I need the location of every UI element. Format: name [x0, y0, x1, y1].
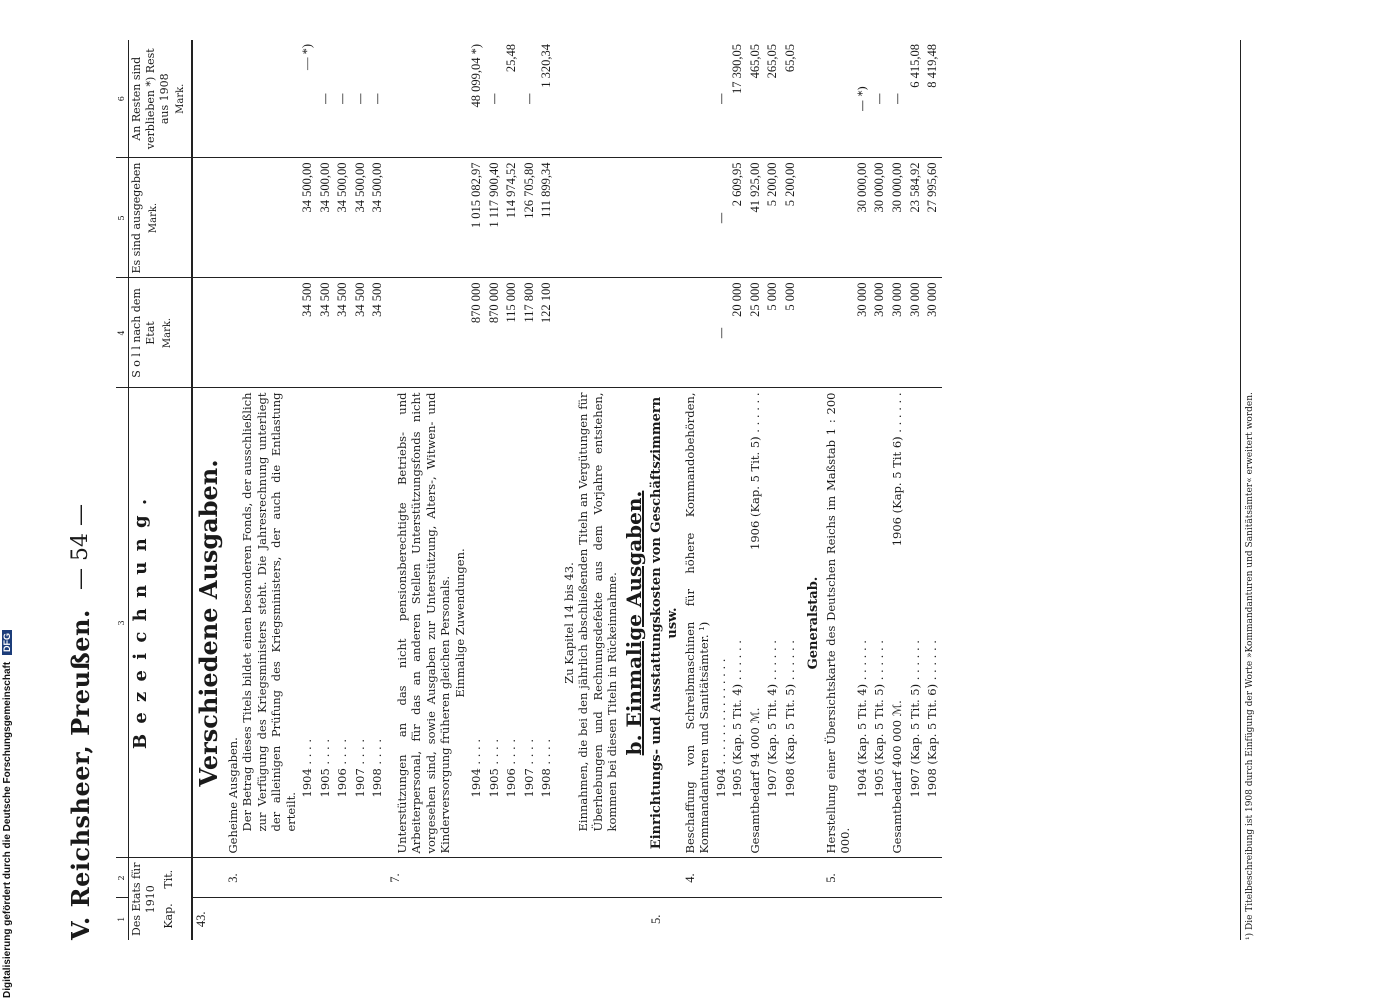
- section-a-heading: Verschiedene Ausgaben.: [192, 388, 225, 858]
- item5-title-row: [823, 40, 854, 940]
- header-reste: An Resten sind verblieben *) Rest aus 1908 Mark.: [129, 40, 193, 158]
- table-row: 1908 . . . . 34 500 34 500,00 —: [369, 40, 387, 940]
- item5-total: Gesamtbedarf 400 000 ℳ.: [889, 700, 904, 854]
- item5-text: Herstellung einer Übersichtskarte des Deutschen Reichs im Maßstab 1 : 200 000.: [823, 388, 854, 858]
- table-row: 1906 . . . . 34 500 34 500,00 —: [334, 40, 352, 940]
- table-header: [129, 40, 193, 940]
- table-row: 1904 . . . . 870 000 1 015 082,97 48 099,04 *): [468, 40, 486, 940]
- item3-title-row: [225, 40, 299, 940]
- kap5-number: 5.: [648, 914, 663, 924]
- item7-note-head: Zu Kapitel 14 bis 43.: [562, 562, 576, 684]
- item4-title-row: [682, 40, 713, 940]
- generalstab-row: [800, 40, 823, 940]
- table-row: 1908 (Kap. 5 Tit. 5) . . . . . . 5 000 5 200,00 65,05: [782, 40, 800, 940]
- kap5-row: [648, 40, 683, 940]
- dfg-credit: [2, 538, 13, 998]
- table-row: 1907 . . . . 117 800 126 705,80 —: [521, 40, 539, 940]
- header-ausgegeben: Es sind ausgegeben Mark.: [129, 158, 193, 278]
- header-bezeichnung: B e z e i c h n u n g .: [129, 388, 193, 858]
- table-row: 1905 . . . . 870 000 1 117 900,40 —: [486, 40, 504, 940]
- table-row: 1908 . . . . 122 100 111 899,34 1 320,34: [538, 40, 556, 940]
- table-row: 1907 . . . . 34 500 34 500,00 —: [352, 40, 370, 940]
- item3-text: Der Betrag dieses Titels bildet einen besonderen Fonds, der ausschließlich zur Verfügung des Kriegsministers steht. Die Jahresrechnung unterliegt der alleinigen Prüfung des Kriegsministers, der auch die Entlastung erteilt.: [240, 392, 298, 832]
- generalstab-heading: Generalstab.: [800, 388, 823, 858]
- header-etat: Des Etats für 1910 Kap. Tit.: [129, 858, 193, 940]
- dfg-logo: DFG: [2, 630, 12, 655]
- table-row: 1905 . . . . 34 500 34 500,00 —: [317, 40, 335, 940]
- table-row: 1905 (Kap. 5 Tit. 4) . . . . . . 20 000 2 609,95 17 390,05: [729, 40, 747, 940]
- table-row: 1907 (Kap. 5 Tit. 5) . . . . . . 30 000 23 584,92 6 415,08: [907, 40, 925, 940]
- footnote: ¹) Die Titelbeschreibung ist 1908 durch Einfügung der Worte »Kommandanturen und Sanitätsämter« erweitert worden.: [1240, 40, 1257, 940]
- table-row: Gesamtbedarf 400 000 ℳ. 1906 (Kap. 5 Tit 6) . . . . . . 30 000 30 000,00 —: [889, 40, 907, 940]
- item7-title-row: [387, 40, 468, 940]
- item7-note: Einnahmen, die bei den jährlich abschließenden Titeln an Vergütungen für Überhebungen und Rechnungsdefekte aus dem Vorjahre entstehen, kommen bei diesen Titeln in Rückeinnahme.: [576, 392, 620, 832]
- item4-tit: 4.: [682, 858, 713, 898]
- table-row: 1904 (Kap. 5 Tit. 4) . . . . . . 30 000 30 000,00 — *): [854, 40, 872, 940]
- item7-tit: 7.: [387, 858, 468, 898]
- table-row: 1904 . . . . 34 500 34 500,00 — *): [299, 40, 317, 940]
- header-soll: S o l l nach dem Etat Mark.: [129, 278, 193, 388]
- section-b-heading: b. Einmalige Ausgaben.: [621, 388, 648, 858]
- table-row: Gesamtbedarf 94 000 ℳ. 1906 (Kap. 5 Tit. 5) . . . . . . 25 000 41 925,00 465,05: [747, 40, 765, 940]
- item3-tit: 3.: [225, 858, 299, 898]
- item4-text: Beschaffung von Schreibmaschinen für höhere Kommandobehörden, Kommandanturen und Sanitätsämter. ¹): [682, 388, 713, 858]
- dfg-credit-text: Digitalisierung gefördert durch die Deutsche Forschungsgemeinschaft: [2, 661, 13, 998]
- table-row: 1906 . . . . 115 000 114 974,52 25,48: [503, 40, 521, 940]
- item5-tit: 5.: [823, 858, 854, 898]
- section-title: V. Reichsheer, Preußen.: [66, 609, 95, 940]
- table-row: 1907 (Kap. 5 Tit. 4) . . . . . . 5 000 5 200,00 265,05: [764, 40, 782, 940]
- header-tit: Tit.: [161, 869, 175, 889]
- table-row: 1908 (Kap. 5 Tit. 6) . . . . . . 30 000 27 995,60 8 419,48: [924, 40, 942, 940]
- kap43-row: 43. Verschiedene Ausgaben.: [192, 40, 225, 940]
- budget-table: [116, 40, 942, 940]
- column-numbers: 1 2 3 4 5 6: [116, 40, 129, 940]
- kap5-title: Einrichtungs- und Ausstattungskosten von Geschäftszimmern usw.: [648, 388, 683, 858]
- section-b-row: [621, 40, 648, 940]
- running-header: [60, 40, 102, 940]
- item3-title: Geheime Ausgaben.: [226, 737, 240, 854]
- item7-sub: Einmalige Zuwendungen.: [452, 548, 467, 698]
- table-row: 1904 . . . . . . . . . . . . . . . — — —: [713, 40, 729, 940]
- page-number: — 54 —: [68, 504, 93, 590]
- item4-total: Gesamtbedarf 94 000 ℳ.: [747, 707, 762, 854]
- rotated-content: [60, 40, 1290, 940]
- header-kap: Kap.: [161, 903, 175, 929]
- item7-note-row: [556, 40, 621, 940]
- table-row: 1905 (Kap. 5 Tit. 5) . . . . . . 30 000 30 000,00 —: [871, 40, 889, 940]
- item7-text: Unterstützungen an das nicht pensionsberechtigte Betriebs- und Arbeiterpersonal, für das an anderen Stellen Unterstützungsfonds nicht vorgesehen sind, sowie Ausgaben zur Unterstützung, Alters-, Witwen- und Kinderversorgung früheren gleichen Personals.: [395, 392, 453, 854]
